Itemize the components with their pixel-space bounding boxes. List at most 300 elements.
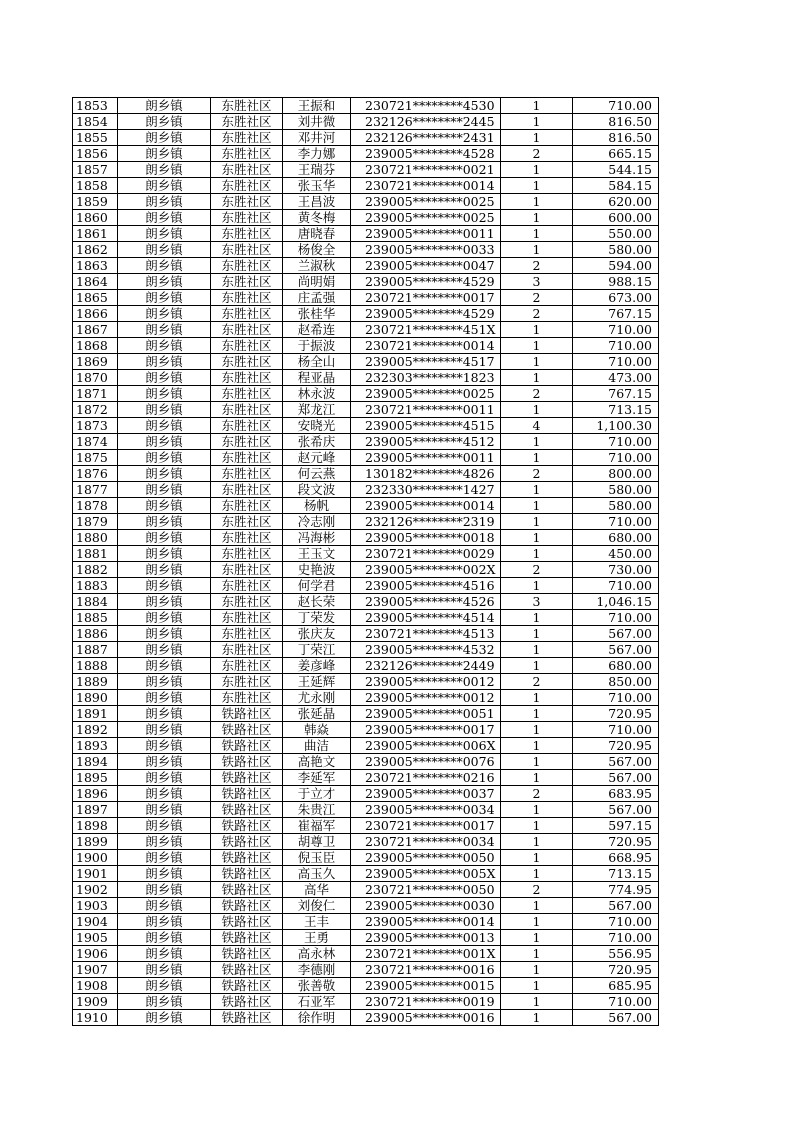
id-number-cell: 230721********0017 — [351, 290, 501, 306]
amount-cell: 767.15 — [573, 386, 659, 402]
town-cell: 朗乡镇 — [118, 178, 211, 194]
name-cell: 冷志刚 — [283, 514, 351, 530]
household-count-cell: 1 — [501, 450, 573, 466]
community-cell: 铁路社区 — [211, 754, 283, 770]
amount-cell: 685.95 — [573, 978, 659, 994]
row-number-cell: 1898 — [73, 818, 118, 834]
community-cell: 东胜社区 — [211, 594, 283, 610]
community-cell: 铁路社区 — [211, 770, 283, 786]
id-number-cell: 239005********006X — [351, 738, 501, 754]
row-number-cell: 1909 — [73, 994, 118, 1010]
name-cell: 李力娜 — [283, 146, 351, 162]
community-cell: 东胜社区 — [211, 674, 283, 690]
amount-cell: 710.00 — [573, 322, 659, 338]
id-number-cell: 239005********0050 — [351, 850, 501, 866]
amount-cell: 567.00 — [573, 770, 659, 786]
name-cell: 赵长荣 — [283, 594, 351, 610]
id-number-cell: 239005********0025 — [351, 194, 501, 210]
row-number-cell: 1855 — [73, 130, 118, 146]
town-cell: 朗乡镇 — [118, 130, 211, 146]
amount-cell: 567.00 — [573, 642, 659, 658]
community-cell: 东胜社区 — [211, 482, 283, 498]
community-cell: 铁路社区 — [211, 866, 283, 882]
id-number-cell: 230721********0034 — [351, 834, 501, 850]
table-row — [73, 370, 659, 386]
name-cell: 郑龙江 — [283, 402, 351, 418]
table-body — [73, 98, 659, 1026]
community-cell: 铁路社区 — [211, 946, 283, 962]
town-cell: 朗乡镇 — [118, 98, 211, 114]
table-row — [73, 498, 659, 514]
row-number-cell: 1854 — [73, 114, 118, 130]
household-count-cell: 2 — [501, 306, 573, 322]
table-row — [73, 786, 659, 802]
name-cell: 王勇 — [283, 930, 351, 946]
town-cell: 朗乡镇 — [118, 914, 211, 930]
name-cell: 王延辉 — [283, 674, 351, 690]
row-number-cell: 1907 — [73, 962, 118, 978]
household-count-cell: 3 — [501, 274, 573, 290]
community-cell: 东胜社区 — [211, 146, 283, 162]
name-cell: 庄孟强 — [283, 290, 351, 306]
id-number-cell: 230721********001X — [351, 946, 501, 962]
row-number-cell: 1901 — [73, 866, 118, 882]
household-count-cell: 1 — [501, 322, 573, 338]
community-cell: 东胜社区 — [211, 322, 283, 338]
row-number-cell: 1906 — [73, 946, 118, 962]
table-row — [73, 578, 659, 594]
town-cell: 朗乡镇 — [118, 450, 211, 466]
row-number-cell: 1895 — [73, 770, 118, 786]
row-number-cell: 1897 — [73, 802, 118, 818]
row-number-cell: 1887 — [73, 642, 118, 658]
amount-cell: 774.95 — [573, 882, 659, 898]
amount-cell: 620.00 — [573, 194, 659, 210]
id-number-cell: 232126********2319 — [351, 514, 501, 530]
amount-cell: 600.00 — [573, 210, 659, 226]
name-cell: 史艳波 — [283, 562, 351, 578]
town-cell: 朗乡镇 — [118, 290, 211, 306]
row-number-cell: 1893 — [73, 738, 118, 754]
town-cell: 朗乡镇 — [118, 946, 211, 962]
town-cell: 朗乡镇 — [118, 786, 211, 802]
town-cell: 朗乡镇 — [118, 658, 211, 674]
community-cell: 东胜社区 — [211, 418, 283, 434]
table-row — [73, 834, 659, 850]
id-number-cell: 239005********002X — [351, 562, 501, 578]
row-number-cell: 1876 — [73, 466, 118, 482]
id-number-cell: 130182********4826 — [351, 466, 501, 482]
amount-cell: 767.15 — [573, 306, 659, 322]
id-number-cell: 230721********0019 — [351, 994, 501, 1010]
town-cell: 朗乡镇 — [118, 514, 211, 530]
id-number-cell: 239005********0033 — [351, 242, 501, 258]
household-count-cell: 2 — [501, 882, 573, 898]
table-row — [73, 354, 659, 370]
name-cell: 杨帆 — [283, 498, 351, 514]
household-count-cell: 1 — [501, 690, 573, 706]
community-cell: 东胜社区 — [211, 434, 283, 450]
table-row — [73, 114, 659, 130]
id-number-cell: 239005********0025 — [351, 386, 501, 402]
row-number-cell: 1871 — [73, 386, 118, 402]
town-cell: 朗乡镇 — [118, 594, 211, 610]
town-cell: 朗乡镇 — [118, 386, 211, 402]
amount-cell: 710.00 — [573, 514, 659, 530]
id-number-cell: 232126********2449 — [351, 658, 501, 674]
town-cell: 朗乡镇 — [118, 738, 211, 754]
household-count-cell: 1 — [501, 98, 573, 114]
name-cell: 胡尊卫 — [283, 834, 351, 850]
amount-cell: 710.00 — [573, 690, 659, 706]
name-cell: 倪玉臣 — [283, 850, 351, 866]
amount-cell: 710.00 — [573, 610, 659, 626]
household-count-cell: 1 — [501, 1010, 573, 1026]
id-number-cell: 230721********0016 — [351, 962, 501, 978]
household-count-cell: 2 — [501, 290, 573, 306]
table-row — [73, 802, 659, 818]
row-number-cell: 1863 — [73, 258, 118, 274]
name-cell: 张庆友 — [283, 626, 351, 642]
table-row — [73, 434, 659, 450]
name-cell: 于立才 — [283, 786, 351, 802]
town-cell: 朗乡镇 — [118, 722, 211, 738]
table-row — [73, 882, 659, 898]
community-cell: 东胜社区 — [211, 450, 283, 466]
town-cell: 朗乡镇 — [118, 994, 211, 1010]
row-number-cell: 1885 — [73, 610, 118, 626]
name-cell: 高玉久 — [283, 866, 351, 882]
table-row — [73, 322, 659, 338]
table-row — [73, 866, 659, 882]
table-row — [73, 850, 659, 866]
allowance-table — [72, 97, 659, 1026]
community-cell: 东胜社区 — [211, 466, 283, 482]
household-count-cell: 1 — [501, 178, 573, 194]
name-cell: 曲洁 — [283, 738, 351, 754]
household-count-cell: 1 — [501, 162, 573, 178]
table-row — [73, 754, 659, 770]
table-row — [73, 450, 659, 466]
row-number-cell: 1856 — [73, 146, 118, 162]
table-row — [73, 386, 659, 402]
town-cell: 朗乡镇 — [118, 306, 211, 322]
name-cell: 李延军 — [283, 770, 351, 786]
table-row — [73, 162, 659, 178]
id-number-cell: 230721********0021 — [351, 162, 501, 178]
id-number-cell: 239005********0011 — [351, 226, 501, 242]
town-cell: 朗乡镇 — [118, 754, 211, 770]
community-cell: 东胜社区 — [211, 690, 283, 706]
amount-cell: 1,100.30 — [573, 418, 659, 434]
row-number-cell: 1900 — [73, 850, 118, 866]
name-cell: 高华 — [283, 882, 351, 898]
table-row — [73, 610, 659, 626]
amount-cell: 710.00 — [573, 578, 659, 594]
household-count-cell: 4 — [501, 418, 573, 434]
amount-cell: 450.00 — [573, 546, 659, 562]
household-count-cell: 1 — [501, 610, 573, 626]
town-cell: 朗乡镇 — [118, 882, 211, 898]
town-cell: 朗乡镇 — [118, 642, 211, 658]
community-cell: 东胜社区 — [211, 370, 283, 386]
id-number-cell: 232126********2445 — [351, 114, 501, 130]
id-number-cell: 239005********0037 — [351, 786, 501, 802]
amount-cell: 556.95 — [573, 946, 659, 962]
household-count-cell: 1 — [501, 914, 573, 930]
amount-cell: 720.95 — [573, 706, 659, 722]
id-number-cell: 239005********0012 — [351, 674, 501, 690]
name-cell: 于振波 — [283, 338, 351, 354]
table-row — [73, 898, 659, 914]
name-cell: 高永林 — [283, 946, 351, 962]
table-row — [73, 770, 659, 786]
table-row — [73, 194, 659, 210]
row-number-cell: 1874 — [73, 434, 118, 450]
household-count-cell: 1 — [501, 850, 573, 866]
row-number-cell: 1859 — [73, 194, 118, 210]
id-number-cell: 239005********4526 — [351, 594, 501, 610]
id-number-cell: 230721********451X — [351, 322, 501, 338]
table-row — [73, 626, 659, 642]
household-count-cell: 1 — [501, 354, 573, 370]
table-row — [73, 418, 659, 434]
amount-cell: 720.95 — [573, 962, 659, 978]
household-count-cell: 1 — [501, 946, 573, 962]
name-cell: 何云燕 — [283, 466, 351, 482]
community-cell: 铁路社区 — [211, 1010, 283, 1026]
table-row — [73, 178, 659, 194]
town-cell: 朗乡镇 — [118, 850, 211, 866]
amount-cell: 567.00 — [573, 754, 659, 770]
community-cell: 东胜社区 — [211, 386, 283, 402]
household-count-cell: 1 — [501, 370, 573, 386]
id-number-cell: 239005********0047 — [351, 258, 501, 274]
row-number-cell: 1853 — [73, 98, 118, 114]
row-number-cell: 1886 — [73, 626, 118, 642]
town-cell: 朗乡镇 — [118, 242, 211, 258]
id-number-cell: 230721********0029 — [351, 546, 501, 562]
id-number-cell: 232126********2431 — [351, 130, 501, 146]
town-cell: 朗乡镇 — [118, 258, 211, 274]
community-cell: 东胜社区 — [211, 162, 283, 178]
community-cell: 东胜社区 — [211, 546, 283, 562]
name-cell: 徐作明 — [283, 1010, 351, 1026]
table-row — [73, 402, 659, 418]
row-number-cell: 1870 — [73, 370, 118, 386]
town-cell: 朗乡镇 — [118, 834, 211, 850]
household-count-cell: 1 — [501, 658, 573, 674]
id-number-cell: 239005********0051 — [351, 706, 501, 722]
household-count-cell: 1 — [501, 802, 573, 818]
amount-cell: 673.00 — [573, 290, 659, 306]
name-cell: 朱贵江 — [283, 802, 351, 818]
id-number-cell: 230721********0014 — [351, 338, 501, 354]
table-row — [73, 930, 659, 946]
household-count-cell: 1 — [501, 754, 573, 770]
row-number-cell: 1881 — [73, 546, 118, 562]
id-number-cell: 239005********0014 — [351, 498, 501, 514]
amount-cell: 594.00 — [573, 258, 659, 274]
table-row — [73, 482, 659, 498]
id-number-cell: 239005********0025 — [351, 210, 501, 226]
amount-cell: 580.00 — [573, 498, 659, 514]
community-cell: 东胜社区 — [211, 98, 283, 114]
table-row — [73, 514, 659, 530]
table-row — [73, 690, 659, 706]
name-cell: 赵元峰 — [283, 450, 351, 466]
row-number-cell: 1866 — [73, 306, 118, 322]
town-cell: 朗乡镇 — [118, 930, 211, 946]
id-number-cell: 239005********4512 — [351, 434, 501, 450]
amount-cell: 816.50 — [573, 130, 659, 146]
row-number-cell: 1908 — [73, 978, 118, 994]
row-number-cell: 1868 — [73, 338, 118, 354]
id-number-cell: 239005********4515 — [351, 418, 501, 434]
community-cell: 东胜社区 — [211, 626, 283, 642]
community-cell: 铁路社区 — [211, 786, 283, 802]
table-row — [73, 818, 659, 834]
household-count-cell: 2 — [501, 786, 573, 802]
household-count-cell: 2 — [501, 258, 573, 274]
community-cell: 东胜社区 — [211, 114, 283, 130]
row-number-cell: 1877 — [73, 482, 118, 498]
amount-cell: 584.15 — [573, 178, 659, 194]
household-count-cell: 1 — [501, 722, 573, 738]
town-cell: 朗乡镇 — [118, 1010, 211, 1026]
amount-cell: 710.00 — [573, 434, 659, 450]
name-cell: 赵希连 — [283, 322, 351, 338]
row-number-cell: 1889 — [73, 674, 118, 690]
table-row — [73, 738, 659, 754]
name-cell: 石亚军 — [283, 994, 351, 1010]
name-cell: 王玉文 — [283, 546, 351, 562]
id-number-cell: 239005********0013 — [351, 930, 501, 946]
row-number-cell: 1869 — [73, 354, 118, 370]
row-number-cell: 1880 — [73, 530, 118, 546]
household-count-cell: 1 — [501, 578, 573, 594]
amount-cell: 710.00 — [573, 914, 659, 930]
id-number-cell: 239005********0015 — [351, 978, 501, 994]
table-row — [73, 226, 659, 242]
row-number-cell: 1888 — [73, 658, 118, 674]
table-row — [73, 466, 659, 482]
table-row — [73, 146, 659, 162]
row-number-cell: 1905 — [73, 930, 118, 946]
name-cell: 张善敬 — [283, 978, 351, 994]
table-row — [73, 290, 659, 306]
community-cell: 东胜社区 — [211, 658, 283, 674]
community-cell: 铁路社区 — [211, 978, 283, 994]
name-cell: 姜彦峰 — [283, 658, 351, 674]
household-count-cell: 1 — [501, 482, 573, 498]
id-number-cell: 239005********0034 — [351, 802, 501, 818]
town-cell: 朗乡镇 — [118, 146, 211, 162]
community-cell: 铁路社区 — [211, 722, 283, 738]
community-cell: 东胜社区 — [211, 514, 283, 530]
town-cell: 朗乡镇 — [118, 578, 211, 594]
id-number-cell: 239005********4517 — [351, 354, 501, 370]
community-cell: 铁路社区 — [211, 898, 283, 914]
community-cell: 东胜社区 — [211, 354, 283, 370]
town-cell: 朗乡镇 — [118, 690, 211, 706]
community-cell: 东胜社区 — [211, 530, 283, 546]
community-cell: 东胜社区 — [211, 562, 283, 578]
id-number-cell: 239005********0018 — [351, 530, 501, 546]
row-number-cell: 1878 — [73, 498, 118, 514]
town-cell: 朗乡镇 — [118, 498, 211, 514]
table-row — [73, 706, 659, 722]
town-cell: 朗乡镇 — [118, 610, 211, 626]
household-count-cell: 1 — [501, 626, 573, 642]
amount-cell: 816.50 — [573, 114, 659, 130]
table-row — [73, 306, 659, 322]
community-cell: 东胜社区 — [211, 306, 283, 322]
name-cell: 冯海彬 — [283, 530, 351, 546]
community-cell: 铁路社区 — [211, 882, 283, 898]
community-cell: 铁路社区 — [211, 850, 283, 866]
household-count-cell: 1 — [501, 194, 573, 210]
household-count-cell: 1 — [501, 994, 573, 1010]
id-number-cell: 239005********4528 — [351, 146, 501, 162]
table-row — [73, 1010, 659, 1026]
household-count-cell: 1 — [501, 770, 573, 786]
name-cell: 邓井河 — [283, 130, 351, 146]
name-cell: 段文波 — [283, 482, 351, 498]
row-number-cell: 1865 — [73, 290, 118, 306]
id-number-cell: 239005********0076 — [351, 754, 501, 770]
community-cell: 铁路社区 — [211, 914, 283, 930]
table-row — [73, 594, 659, 610]
table-row — [73, 674, 659, 690]
household-count-cell: 1 — [501, 738, 573, 754]
community-cell: 铁路社区 — [211, 706, 283, 722]
household-count-cell: 1 — [501, 930, 573, 946]
id-number-cell: 239005********0016 — [351, 1010, 501, 1026]
community-cell: 东胜社区 — [211, 402, 283, 418]
town-cell: 朗乡镇 — [118, 818, 211, 834]
id-number-cell: 232330********1427 — [351, 482, 501, 498]
community-cell: 东胜社区 — [211, 226, 283, 242]
town-cell: 朗乡镇 — [118, 706, 211, 722]
community-cell: 东胜社区 — [211, 210, 283, 226]
town-cell: 朗乡镇 — [118, 434, 211, 450]
household-count-cell: 2 — [501, 466, 573, 482]
table-row — [73, 946, 659, 962]
id-number-cell: 230721********0011 — [351, 402, 501, 418]
household-count-cell: 1 — [501, 642, 573, 658]
name-cell: 丁荣发 — [283, 610, 351, 626]
name-cell: 何学君 — [283, 578, 351, 594]
amount-cell: 680.00 — [573, 658, 659, 674]
row-number-cell: 1902 — [73, 882, 118, 898]
row-number-cell: 1882 — [73, 562, 118, 578]
town-cell: 朗乡镇 — [118, 322, 211, 338]
row-number-cell: 1858 — [73, 178, 118, 194]
id-number-cell: 239005********4514 — [351, 610, 501, 626]
amount-cell: 567.00 — [573, 802, 659, 818]
town-cell: 朗乡镇 — [118, 402, 211, 418]
name-cell: 王瑞芬 — [283, 162, 351, 178]
community-cell: 铁路社区 — [211, 962, 283, 978]
town-cell: 朗乡镇 — [118, 162, 211, 178]
row-number-cell: 1903 — [73, 898, 118, 914]
amount-cell: 567.00 — [573, 1010, 659, 1026]
table-row — [73, 530, 659, 546]
household-count-cell: 1 — [501, 866, 573, 882]
row-number-cell: 1864 — [73, 274, 118, 290]
row-number-cell: 1896 — [73, 786, 118, 802]
